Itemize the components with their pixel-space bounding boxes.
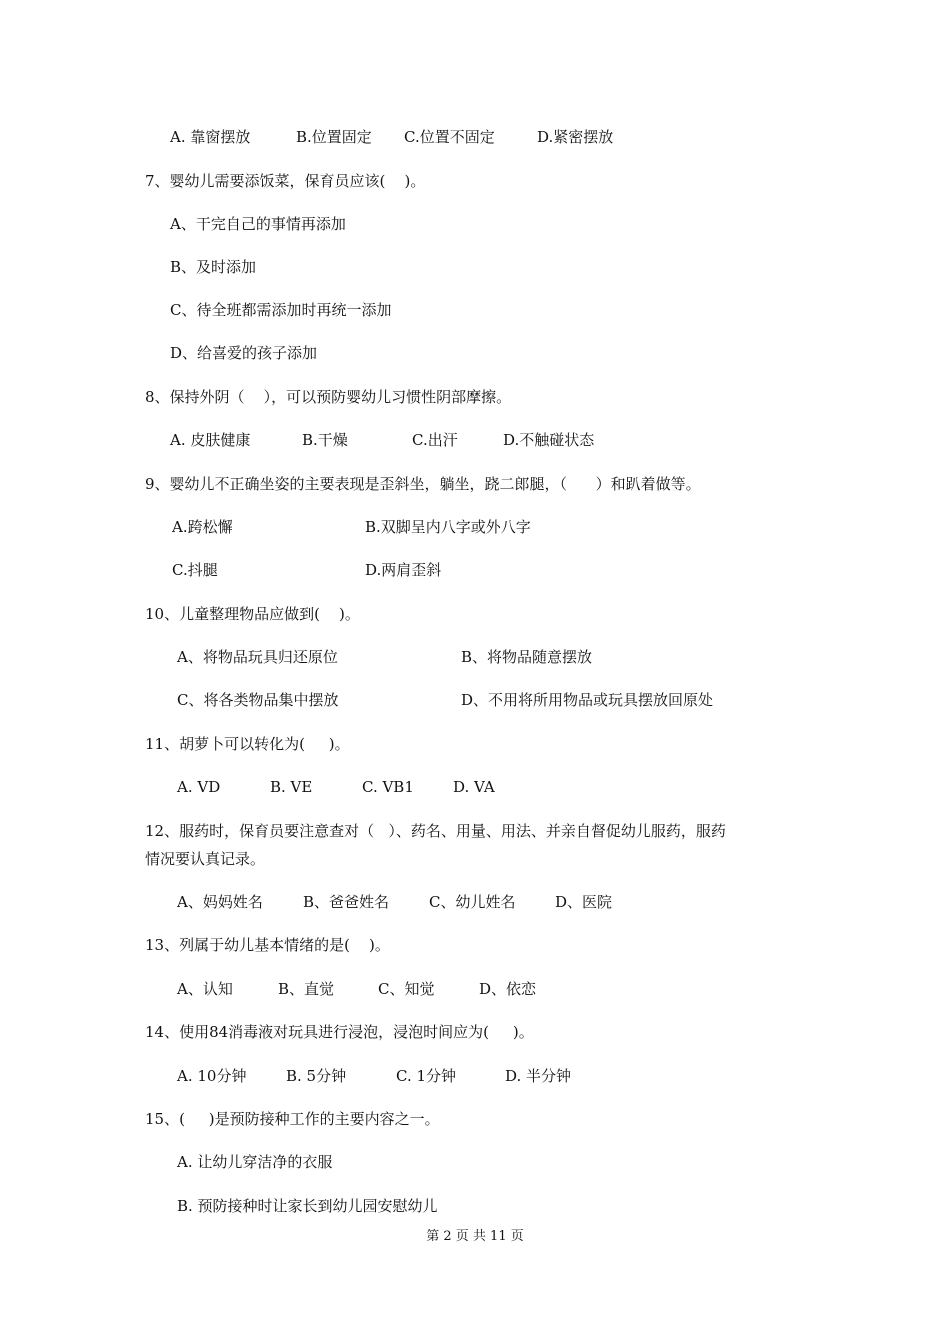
page-number-footer: 第 2 页 共 11 页	[426, 1229, 524, 1244]
q10-option-a: A、将物品玩具归还原位	[177, 648, 338, 666]
q9-option-d: D.两肩歪斜	[365, 561, 442, 579]
q7-option-b: B、及时添加	[170, 258, 257, 276]
q13-option-a: A、认知	[177, 980, 233, 998]
q10-option-c: C、将各类物品集中摆放	[177, 691, 339, 709]
q6-option-b: B.位置固定	[296, 128, 372, 146]
q14-option-b: B. 5分钟	[286, 1067, 347, 1085]
q14-option-c: C. 1分钟	[396, 1067, 457, 1085]
q12-option-d: D、医院	[555, 893, 613, 911]
q7-option-c: C、待全班都需添加时再统一添加	[170, 301, 392, 319]
q14-stem: 14、使用84消毒液对玩具进行浸泡，浸泡时间应为( )。	[145, 1023, 534, 1041]
q9-stem: 9、婴幼儿不正确坐姿的主要表现是歪斜坐，躺坐，跷二郎腿，（ ）和趴着做等。	[145, 475, 701, 493]
q12-option-a: A、妈妈姓名	[177, 893, 263, 911]
q7-stem: 7、婴幼儿需要添饭菜，保育员应该( )。	[145, 172, 426, 190]
q6-option-a: A. 靠窗摆放	[170, 128, 251, 146]
q8-option-b: B.干燥	[302, 431, 348, 449]
q12-option-b: B、爸爸姓名	[303, 893, 390, 911]
q14-option-d: D. 半分钟	[505, 1067, 572, 1085]
q6-option-c: C.位置不固定	[404, 128, 495, 146]
q9-option-a: A.跨松懈	[172, 518, 233, 536]
q11-option-b: B. VE	[270, 778, 313, 796]
q10-option-b: B、将物品随意摆放	[461, 648, 593, 666]
q12-option-c: C、幼儿姓名	[429, 893, 516, 911]
q8-option-c: C.出汗	[412, 431, 458, 449]
q13-stem: 13、列属于幼儿基本情绪的是( )。	[145, 936, 390, 954]
q11-stem: 11、胡萝卜可以转化为( )。	[145, 735, 350, 753]
q15-option-a: A. 让幼儿穿洁净的衣服	[177, 1153, 333, 1171]
q7-option-d: D、给喜爱的孩子添加	[170, 344, 318, 362]
q7-option-a: A、干完自己的事情再添加	[170, 215, 346, 233]
q11-option-c: C. VB1	[362, 778, 414, 796]
q8-stem: 8、保持外阴（ ），可以预防婴幼儿习惯性阴部摩擦。	[145, 388, 512, 406]
q11-option-a: A. VD	[177, 778, 221, 796]
q15-stem: 15、( )是预防接种工作的主要内容之一。	[145, 1110, 440, 1128]
q8-option-a: A. 皮肤健康	[170, 431, 251, 449]
q9-option-c: C.抖腿	[172, 561, 218, 579]
q10-option-d: D、不用将所用物品或玩具摆放回原处	[461, 691, 714, 709]
q13-option-c: C、知觉	[378, 980, 435, 998]
q10-stem: 10、儿童整理物品应做到( )。	[145, 605, 360, 623]
q12-stem-line2: 情况要认真记录。	[145, 850, 266, 868]
q12-stem-line1: 12、服药时，保育员要注意查对（ ）、药名、用量、用法、并亲自督促幼儿服药，服药	[145, 822, 726, 840]
q11-option-d: D. VA	[453, 778, 495, 796]
q6-option-d: D.紧密摆放	[537, 128, 614, 146]
q13-option-d: D、依恋	[479, 980, 537, 998]
q15-option-b: B. 预防接种时让家长到幼儿园安慰幼儿	[177, 1197, 438, 1215]
q8-option-d: D.不触碰状态	[503, 431, 595, 449]
q13-option-b: B、直觉	[278, 980, 335, 998]
q14-option-a: A. 10分钟	[177, 1067, 247, 1085]
q9-option-b: B.双脚呈内八字或外八字	[365, 518, 531, 536]
